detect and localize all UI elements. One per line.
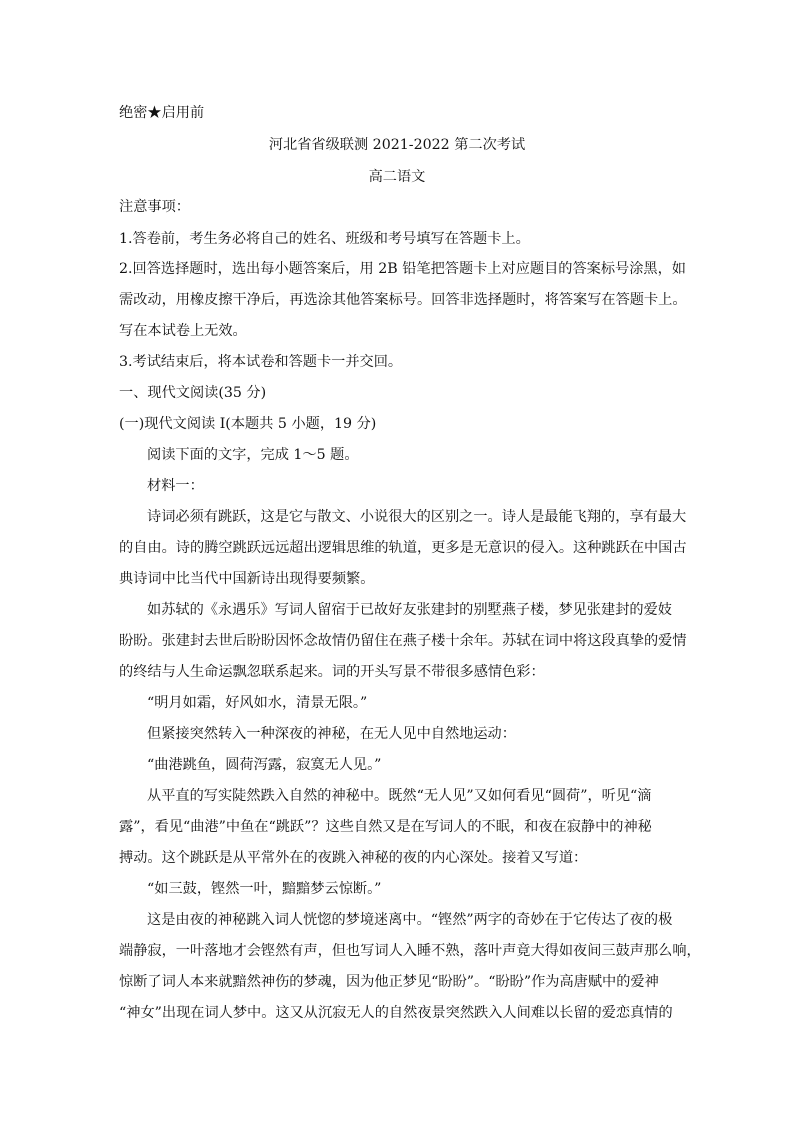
body-line: 盼盼。张建封去世后盼盼因怀念故情仍留住在燕子楼十余年。苏轼在词中将这段真挚的爱情 (119, 633, 687, 649)
exam-title: 河北省省级联测 2021-2022 第二次考试 (268, 137, 526, 153)
material-label: 材料一： (147, 478, 204, 494)
notice-line: 2.回答选择题时，选出每小题答案后，用 2B 铅笔把答题卡上对应题目的答案标号涂黑，如 (119, 261, 686, 277)
body-line: 惊断了词人本来就黯然神伤的梦魂，因为他正梦见“盼盼”。“盼盼”作为高唐赋中的爱神 (119, 974, 659, 990)
body-line: 这是由夜的神秘跳入词人恍惚的梦境迷离中。“铿然”两字的奇妙在于它传达了夜的极 (147, 912, 673, 928)
body-line: “神女”出现在词人梦中。这又从沉寂无人的自然夜景突然跌入人间难以长留的爱恋真情的 (119, 1005, 673, 1021)
body-line: 端静寂，一叶落地才会铿然有声，但也写词人入睡不熟，落叶声竟大得如夜间三鼓声那么响， (119, 943, 701, 959)
notice-heading: 注意事项： (119, 199, 190, 215)
body-line: 露”，看见“曲港”中鱼在“跳跃”？这些自然又是在写词人的不眠，和夜在寂静中的神秘 (119, 819, 652, 835)
body-line: 的终结与人生命运飘忽联系起来。词的开头写景不带很多感情色彩： (119, 664, 545, 680)
quote-line: “曲港跳鱼，圆荷泻露，寂寞无人见。” (147, 757, 382, 773)
notice-line: 写在本试卷上无效。 (119, 323, 247, 339)
section-title: 一、现代文阅读(35 分) (119, 385, 267, 401)
body-line: 诗词必须有跳跃，这是它与散文、小说很大的区别之一。诗人是最能飞翔的，享有最大 (147, 509, 687, 525)
body-line: 搏动。这个跳跃是从平常外在的夜跳入神秘的夜的内心深处。接着又写道： (119, 850, 588, 866)
body-line: 典诗词中比当代中国新诗出现得要频繁。 (119, 571, 375, 587)
notice-line: 需改动，用橡皮擦干净后，再选涂其他答案标号。回答非选择题时，将答案写在答题卡上。 (119, 292, 687, 308)
reading-instruction: 阅读下面的文字，完成 1～5 题。 (147, 447, 359, 463)
notice-line: 1.答卷前，考生务必将自己的姓名、班级和考号填写在答题卡上。 (119, 231, 530, 247)
body-line: 如苏轼的《永遇乐》写词人留宿于已故好友张建封的别墅燕子楼，梦见张建封的爱妓 (147, 602, 672, 618)
body-line: 的自由。诗的腾空跳跃远远超出逻辑思维的轨道，更多是无意识的侵入。这种跳跃在中国古 (119, 540, 687, 556)
secret-label: 绝密★启用前 (119, 105, 205, 121)
body-line: 从平直的写实陡然跌入自然的神秘中。既然“无人见”又如何看见“圆荷”，听见“滴 (147, 788, 652, 804)
quote-line: “明月如霜，好风如水，清景无限。” (147, 695, 368, 711)
subject-title: 高二语文 (368, 169, 426, 185)
notice-line: 3.考试结束后，将本试卷和答题卡一并交回。 (119, 354, 403, 370)
quote-line: “如三鼓，铿然一叶，黯黯梦云惊断。” (147, 881, 382, 897)
body-line: 但紧接突然转入一种深夜的神秘，在无人见中自然地运动： (147, 726, 516, 742)
section-sub-title: (一)现代文阅读 I(本题共 5 小题，19 分) (119, 416, 377, 432)
